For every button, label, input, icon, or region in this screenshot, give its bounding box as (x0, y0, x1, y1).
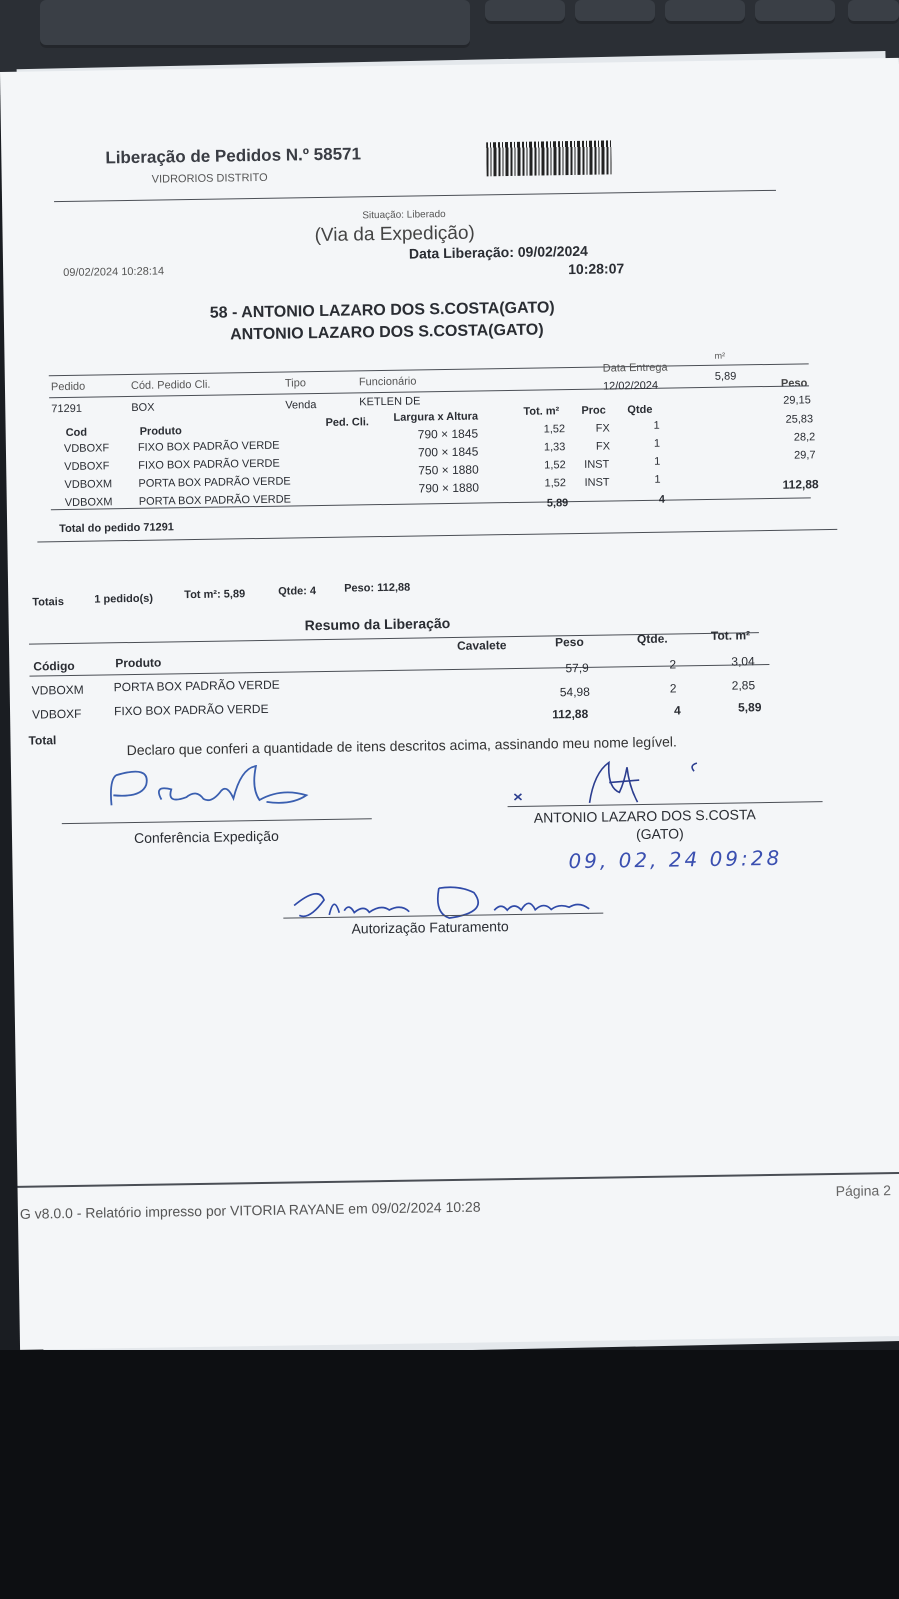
resumo-col-peso: Peso (554, 634, 584, 650)
value-m2: 5,89 (714, 370, 737, 383)
desk-background (0, 1350, 899, 1599)
pedido-total-peso: 112,88 (782, 477, 819, 492)
row-peso: 25,83 (785, 413, 814, 426)
autorizacao-label: Autorização Faturamento (351, 918, 509, 937)
resumo-col-produto: Produto (115, 655, 162, 671)
totais-peso: Peso: 112,88 (344, 581, 411, 595)
keyboard-key (485, 0, 565, 24)
label-m2: m² (714, 350, 726, 361)
hora-liberacao: 10:28:07 (568, 260, 625, 278)
col-proc: Proc (581, 404, 606, 417)
row-medida: 790 × 1880 (418, 480, 480, 496)
footer-divider (17, 1172, 899, 1188)
value-tipo: Venda (285, 399, 317, 412)
resumo-total-m2: 5,89 (737, 700, 762, 715)
print-datetime: 09/02/2024 10:28:14 (63, 265, 165, 280)
resumo-col-codigo: Código (33, 658, 75, 674)
row-cod: VDBOXM (64, 478, 113, 492)
declaracao-text: Declaro que conferi a quantidade de itens descritos acima, assinando meu nome legível. (126, 733, 677, 759)
data-liberacao: Data Liberação: 09/02/2024 (408, 242, 589, 262)
row-tot-m2: 1,52 (543, 423, 566, 436)
row-cod: VDBOXM (64, 496, 113, 510)
row-medida: 790 × 1845 (417, 426, 479, 442)
label-peso: Peso (780, 377, 808, 390)
document-page (0, 58, 899, 1350)
row-tot-m2: 1,52 (544, 477, 567, 490)
totais-qtde: Qtde: 4 (278, 585, 317, 598)
handwritten-date: 09, 02, 24 09:28 (568, 845, 783, 874)
label-pedido: Pedido (50, 380, 86, 394)
cliente-line-2: ANTONIO LAZARO DOS S.COSTA(GATO) (230, 321, 544, 344)
label-funcionario: Funcionário (358, 375, 417, 389)
resumo-col-qtde: Qtde. (636, 631, 668, 647)
keyboard-key (575, 0, 655, 24)
row-produto: FIXO BOX PADRÃO VERDE (138, 457, 280, 472)
col-produto: Produto (139, 425, 182, 438)
row-medida: 700 × 1845 (417, 444, 479, 460)
row-proc: FX (595, 422, 610, 435)
resumo-codigo: VDBOXF (31, 706, 82, 722)
company-name: VIDRORIOS DISTRITO (151, 171, 268, 186)
row-qtde: 1 (653, 419, 660, 432)
row-proc: INST (584, 458, 610, 471)
row-produto: FIXO BOX PADRÃO VERDE (137, 439, 280, 454)
resumo-col-cavalete: Cavalete (456, 638, 507, 653)
row-cod: VDBOXF (64, 460, 110, 474)
resumo-codigo: VDBOXM (31, 682, 84, 698)
resumo-tot-m2: 3,04 (731, 654, 755, 669)
keyboard-key (848, 0, 899, 24)
keyboard-key (40, 0, 470, 48)
cliente-signature-label-2: (GATO) (635, 825, 684, 843)
resumo-produto: FIXO BOX PADRÃO VERDE (113, 701, 269, 719)
row-tot-m2: 1,52 (544, 459, 566, 472)
row-cod: VDBOXF (63, 442, 110, 456)
resumo-total-qtde: 4 (674, 703, 681, 718)
situacao-text: Situação: Liberado (362, 209, 446, 222)
resumo-total-peso: 112,88 (552, 706, 589, 722)
barcode-icon (486, 140, 612, 176)
resumo-tot-m2: 2,85 (731, 678, 756, 693)
conferencia-label: Conferência Expedição (133, 827, 279, 846)
document-title: Liberação de Pedidos N.º 58571 (105, 144, 362, 168)
row-qtde: 1 (654, 455, 661, 468)
value-funcionario: KETLEN DE (359, 395, 421, 409)
row-tot-m2: 1,33 (543, 441, 566, 454)
label-cod-cli: Cód. Pedido Cli. (130, 378, 211, 392)
pedido-total-m2: 5,89 (546, 497, 569, 510)
row-medida: 750 × 1880 (418, 462, 479, 478)
row-qtde: 1 (654, 473, 661, 486)
cliente-signature-label: ANTONIO LAZARO DOS S.COSTA (533, 806, 756, 826)
resumo-produto: PORTA BOX PADRÃO VERDE (113, 677, 280, 695)
footer-text: G v8.0.0 - Relatório impresso por VITORIA RAYANE em 09/02/2024 10:28 (19, 1198, 481, 1222)
via-text: (Via da Expedição) (314, 222, 475, 247)
keyboard-key (665, 0, 745, 24)
row-produto: PORTA BOX PADRÃO VERDE (138, 493, 292, 508)
totais-pedidos: 1 pedido(s) (94, 592, 154, 606)
label-tipo: Tipo (284, 377, 307, 390)
resumo-title: Resumo da Liberação (304, 614, 451, 634)
divider (49, 363, 809, 376)
divider (54, 190, 776, 202)
resumo-qtde: 2 (669, 681, 677, 696)
value-peso: 29,15 (783, 394, 811, 407)
keyboard-key (755, 0, 835, 24)
row-proc: FX (595, 440, 611, 453)
resumo-peso: 57,9 (565, 660, 589, 676)
value-cod-cli: BOX (131, 401, 155, 414)
resumo-col-tot-m2: Tot. m² (710, 628, 751, 643)
col-qtde: Qtde (627, 403, 653, 417)
resumo-peso: 54,98 (559, 684, 590, 700)
row-proc: INST (584, 476, 610, 489)
pedido-total-label: Total do pedido 71291 (59, 521, 174, 536)
resumo-qtde: 2 (669, 657, 677, 672)
row-peso: 28,2 (793, 431, 816, 444)
col-cod: Cod (65, 426, 88, 440)
resumo-total-label: Total (28, 733, 57, 748)
totais-m2: Tot m²: 5,89 (184, 588, 246, 602)
col-larg-alt: Largura x Altura (393, 410, 479, 424)
label-data-entrega: Data Entrega (602, 361, 668, 375)
value-data-entrega: 12/02/2024 (602, 379, 659, 393)
row-peso: 29,7 (794, 449, 816, 462)
cliente-line-1: 58 - ANTONIO LAZARO DOS S.COSTA(GATO) (209, 299, 555, 322)
page-number: Página 2 (835, 1182, 892, 1200)
col-ped-cli: Ped. Cli. (325, 416, 370, 429)
col-tot-m2: Tot. m² (523, 405, 560, 418)
row-produto: PORTA BOX PADRÃO VERDE (138, 475, 291, 490)
totais-label: Totais (32, 596, 65, 609)
value-pedido: 71291 (51, 402, 82, 416)
row-qtde: 1 (653, 437, 661, 450)
pedido-total-qtde: 4 (658, 493, 666, 506)
